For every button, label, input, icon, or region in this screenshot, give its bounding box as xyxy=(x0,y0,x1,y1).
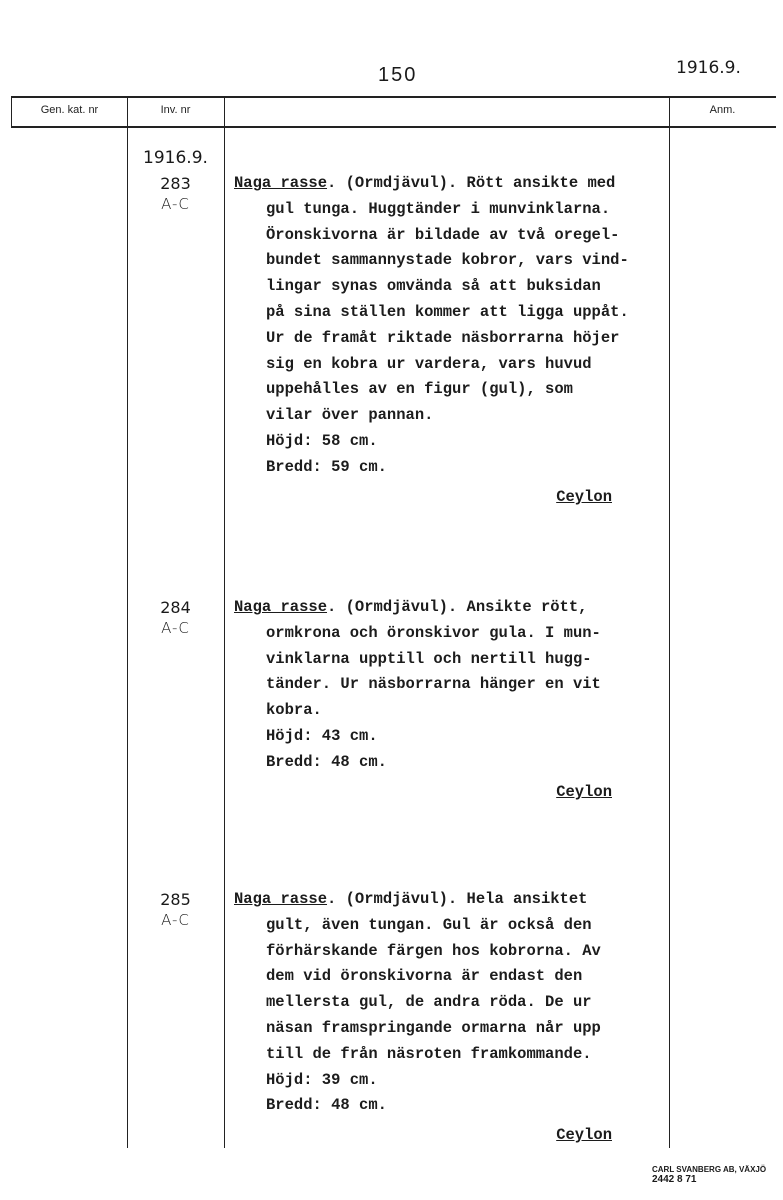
entry-line: uppehålles av en figur (gul), som xyxy=(266,380,573,399)
entry-line: Ur de framåt riktade näsborrarna höjer xyxy=(266,328,620,347)
inv-cell-284 xyxy=(127,598,224,638)
date-corner: 1916.9. xyxy=(676,58,741,78)
entry-line: Öronskivorna är bildade av två oregel- xyxy=(266,225,620,244)
entry-height: Höjd: 43 cm. xyxy=(266,726,378,745)
inv-cell-283 xyxy=(127,148,224,214)
entry-line: vinklarna upptill och nertill hugg- xyxy=(266,649,592,668)
entry-line: på sina ställen kommer att ligga uppåt. xyxy=(266,302,629,321)
inv-cell-285 xyxy=(127,890,224,930)
entry-line: mellersta gul, de andra röda. De ur xyxy=(266,993,592,1012)
printer-name: CARL SVANBERG AB, VÄXJÖ xyxy=(652,1165,767,1174)
header-anm: Anm. xyxy=(709,104,736,116)
entry-title: Naga rasse xyxy=(234,174,328,192)
page-number: 150 xyxy=(378,64,418,86)
column-divider-inv-desc xyxy=(224,96,225,1148)
entry-line: kobra. xyxy=(266,701,322,720)
entry-width: Bredd: 48 cm. xyxy=(266,1096,387,1115)
inv-parts: A-C xyxy=(161,619,190,637)
entry-line: näsan framspringande ormarna når upp xyxy=(266,1018,601,1037)
inv-parts: A-C xyxy=(161,911,190,929)
entry-origin: Ceylon xyxy=(556,487,612,506)
entry-first-line: . (Ormdjävul). Rött ansikte med xyxy=(327,174,616,192)
entry-line: ormkrona och öronskivor gula. I mun- xyxy=(266,623,601,642)
entry-height: Höjd: 39 cm. xyxy=(266,1070,378,1089)
table-top-rule xyxy=(11,96,776,98)
entry-first-line: . (Ormdjävul). Hela ansiktet xyxy=(327,890,588,908)
entry-title: Naga rasse xyxy=(234,890,328,908)
entry-width: Bredd: 48 cm. xyxy=(266,752,387,771)
entry-line: dem vid öronskivorna är endast den xyxy=(266,967,583,986)
inv-number: 284 xyxy=(160,598,191,617)
printer-code: 2442 8 71 xyxy=(652,1174,697,1185)
entry-line: bundet sammannystade kobror, vars vind- xyxy=(266,251,629,270)
header-inv-nr: Inv. nr xyxy=(160,104,191,116)
entry-line: vilar över pannan. xyxy=(266,406,434,425)
entry-origin: Ceylon xyxy=(556,782,612,801)
column-divider-desc-anm xyxy=(669,96,670,1148)
entry-285 xyxy=(234,887,666,1149)
entry-height: Höjd: 58 cm. xyxy=(266,431,378,450)
entry-line: sig en kobra ur vardera, vars huvud xyxy=(266,354,592,373)
inv-number: 283 xyxy=(160,174,191,193)
entry-line: gult, även tungan. Gul är också den xyxy=(266,915,592,934)
entry-283 xyxy=(234,171,666,510)
entry-line: gul tunga. Huggtänder i munvinklarna. xyxy=(266,199,611,218)
entry-line: tänder. Ur näsborrarna hänger en vit xyxy=(266,675,601,694)
inv-parts: A-C xyxy=(161,195,190,213)
entry-line: förhärskande färgen hos kobrorna. Av xyxy=(266,941,601,960)
inv-number: 285 xyxy=(160,890,191,909)
entry-284 xyxy=(234,595,666,805)
entry-origin: Ceylon xyxy=(556,1126,612,1145)
entry-first-line: . (Ormdjävul). Ansikte rött, xyxy=(327,598,588,616)
header-gen-kat-nr: Gen. kat. nr xyxy=(40,104,99,116)
entry-title: Naga rasse xyxy=(234,598,328,616)
inv-date: 1916.9. xyxy=(143,148,208,168)
entry-line: lingar synas omvända så att buksidan xyxy=(266,277,601,296)
entry-line: till de från näsroten framkommande. xyxy=(266,1044,592,1063)
entry-width: Bredd: 59 cm. xyxy=(266,457,387,476)
printer-mark xyxy=(652,1165,783,1185)
table-header-bottom-rule xyxy=(11,126,776,128)
